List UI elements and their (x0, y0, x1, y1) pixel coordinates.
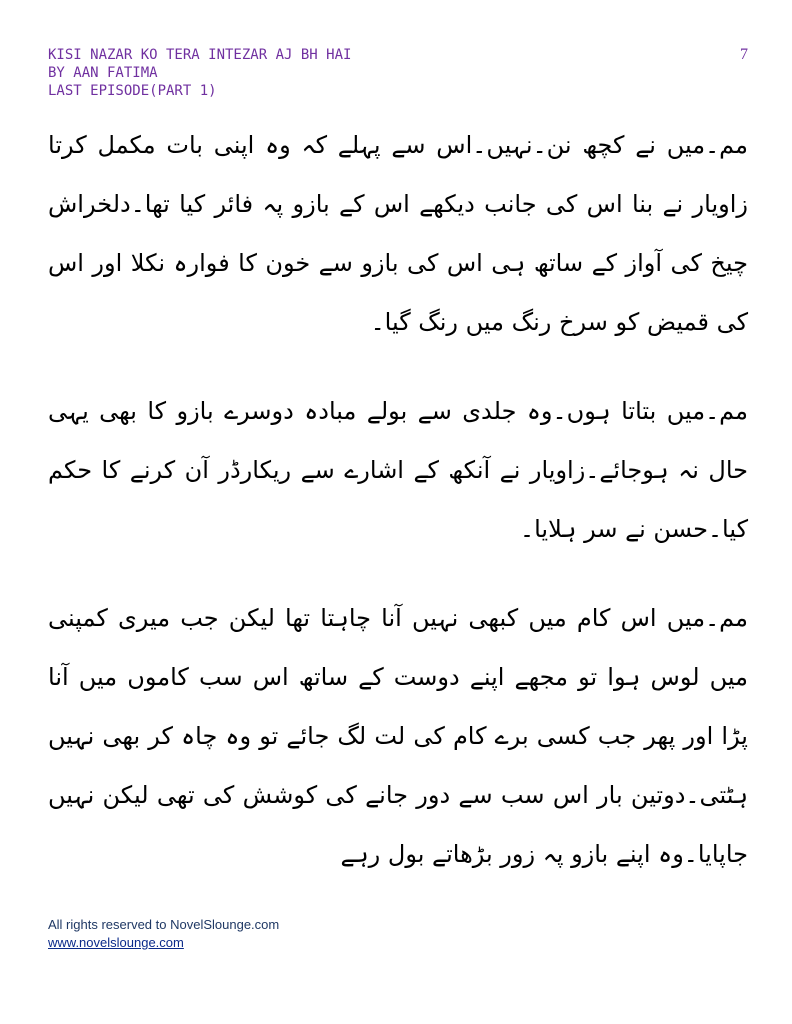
website-link[interactable]: www.novelslounge.com (48, 935, 184, 950)
copyright-notice: All rights reserved to NovelSlounge.com (48, 917, 280, 932)
author-line: BY AAN FATIMA (48, 65, 158, 81)
paragraph-3: مم۔میں اس کام میں کبھی نہیں آنا چاہتا تھا لیکن جب میری کمپنی میں لوس ہوا تو مجھے اپنے دوست کے ساتھ اس سب کاموں میں آنا پڑا اور پھر جب کسی برے کام کی لت لگ جائے تو وہ چاہ کر بھی نہیں ہٹتی۔دوتین بار اس سب سے دور جانے کی کوشش کی تھی لیکن نہیں جاپایا۔وہ اپنے بازو پہ زور بڑھاتے بول رہے (48, 604, 748, 868)
document-footer (48, 916, 448, 952)
novel-title: KISI NAZAR KO TERA INTEZAR AJ BH HAI (48, 47, 352, 63)
paragraph-2: مم۔میں بتاتا ہوں۔وہ جلدی سے بولے مبادہ دوسرے بازو کا بھی یہی حال نہ ہوجائے۔زاویار نے آنکھ کے اشارے سے ریکارڈر آن کرنے کا حکم کیا۔حسن نے سر ہلایا۔ (48, 397, 748, 543)
page-number: 7 (740, 46, 748, 63)
paragraph-1: مم۔میں نے کچھ نن۔نہیں۔اس سے پہلے کہ وہ اپنی بات مکمل کرتا زاویار نے بنا اس کی جانب دیکھے اس کے بازو پہ فائر کیا تھا۔دلخراش چیخ کی آواز کے ساتھ ہی اس کی بازو سے خون کا فوارہ نکلا اور اس کی قمیض کو سرخ رنگ میں رنگ گیا۔ (48, 131, 748, 336)
document-header (48, 46, 568, 100)
episode-line: LAST EPISODE(PART 1) (48, 83, 217, 99)
document-body (48, 116, 748, 884)
